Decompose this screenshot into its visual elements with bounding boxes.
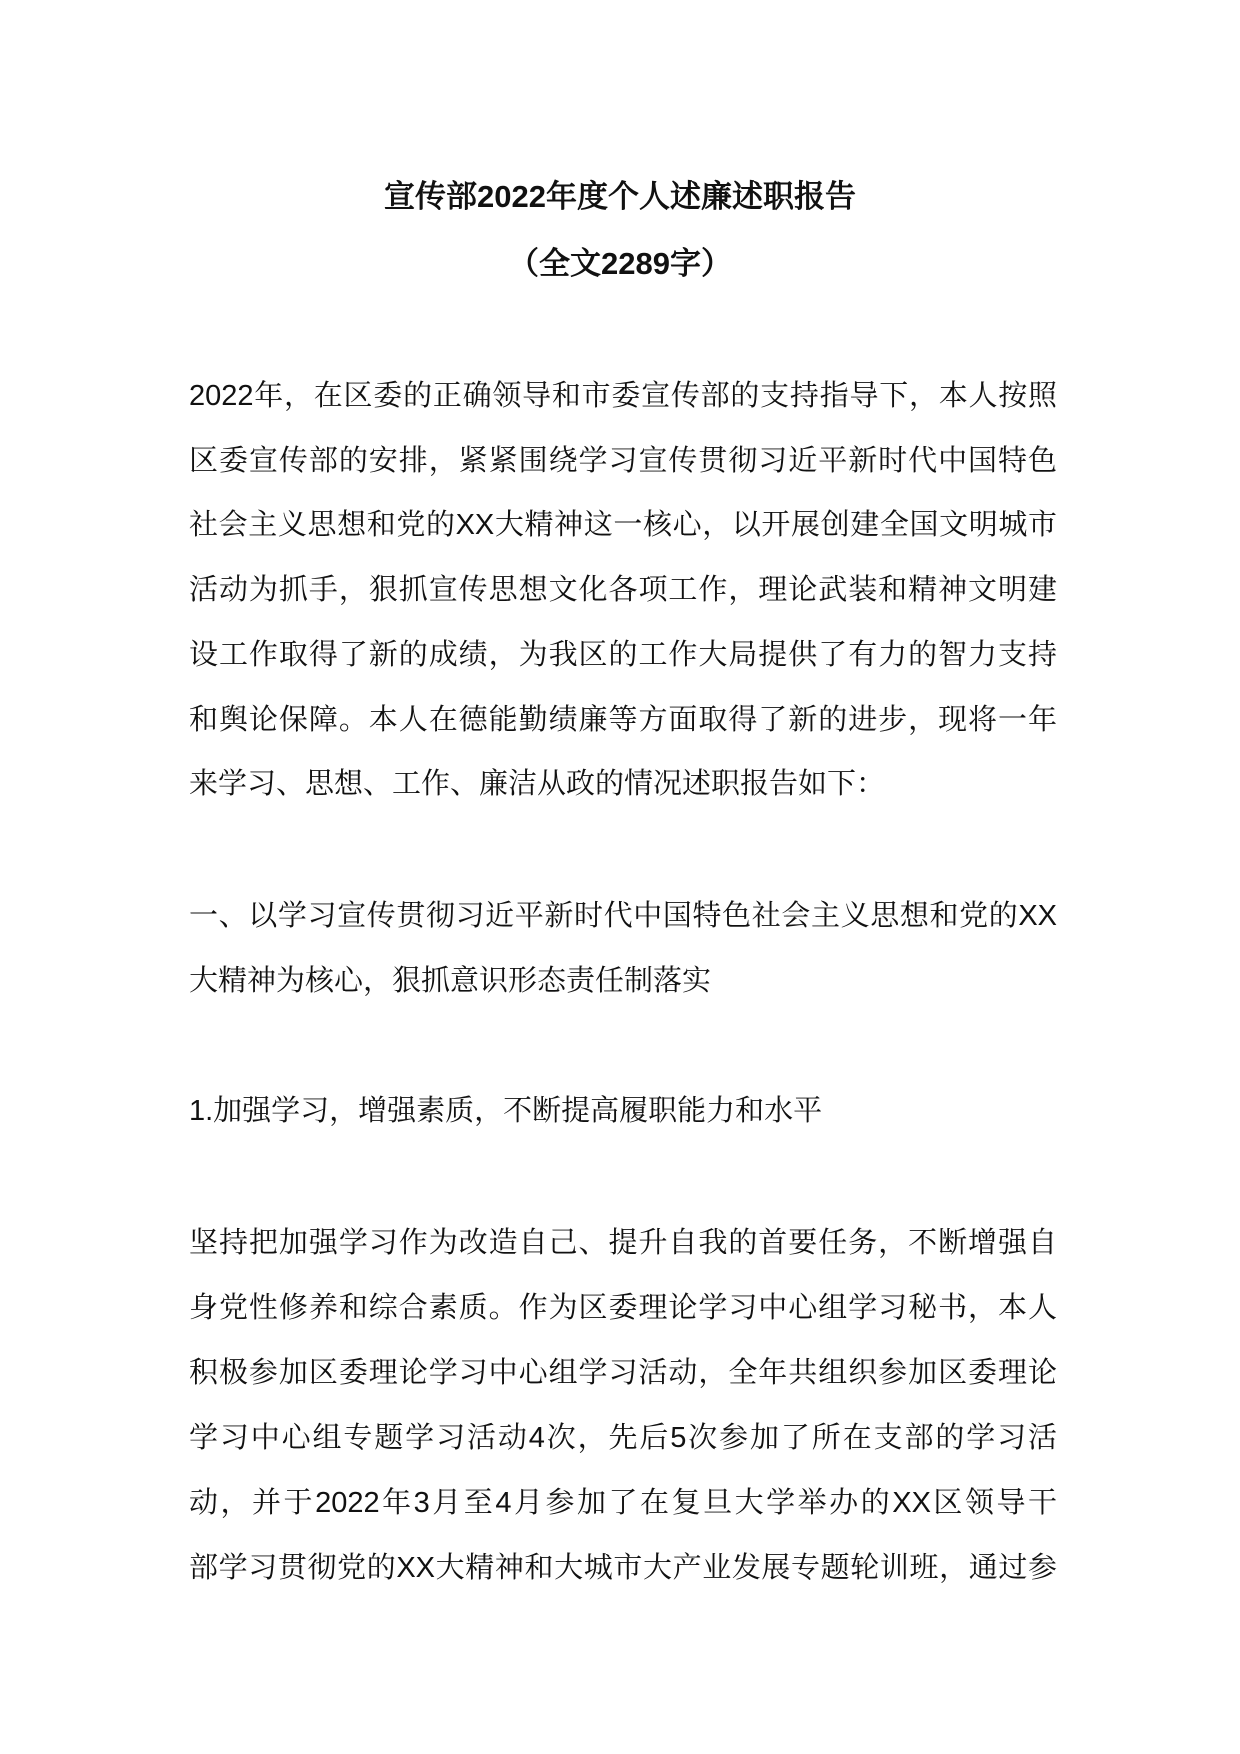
intro-line: 区委宣传部的安排，紧紧围绕学习宣传贯彻习近平新时代中国特色 [189,445,1057,477]
paragraph-line: 积极参加区委理论学习中心组学习活动，全年共组织参加区委理论 [189,1357,1057,1389]
intro-line: 活动为抓手，狠抓宣传思想文化各项工作，理论武装和精神文明建 [189,574,1057,606]
paragraph-line: 身党性修养和综合素质。作为区委理论学习中心组学习秘书，本人 [189,1292,1057,1324]
paragraph-line: 坚持把加强学习作为改造自己、提升自我的首要任务，不断增强自 [189,1227,1057,1259]
document-title: 宣传部2022年度个人述廉述职报告 [384,179,856,214]
paragraph-line: 学习中心组专题学习活动4次，先后5次参加了所在支部的学习活 [189,1422,1057,1454]
intro-line: 和舆论保障。本人在德能勤绩廉等方面取得了新的进步，现将一年 [189,704,1057,736]
paragraph-line: 动，并于2022年3月至4月参加了在复旦大学举办的XX区领导干 [189,1487,1057,1519]
intro-line: 来学习、思想、工作、廉洁从政的情况述职报告如下： [189,768,886,800]
intro-line: 设工作取得了新的成绩，为我区的工作大局提供了有力的智力支持 [189,639,1057,671]
intro-line: 社会主义思想和党的XX大精神这一核心，以开展创建全国文明城市 [189,509,1057,541]
intro-line: 2022年，在区委的正确领导和市委宣传部的支持指导下，本人按照 [189,380,1057,412]
section-heading-line: 大精神为核心，狠抓意识形态责任制落实 [189,965,712,997]
subsection-heading: 1.加强学习，增强素质，不断提高履职能力和水平 [189,1095,823,1127]
section-heading-line: 一、以学习宣传贯彻习近平新时代中国特色社会主义思想和党的XX [189,900,1057,932]
paragraph-line: 部学习贯彻党的XX大精神和大城市大产业发展专题轮训班，通过参 [189,1552,1057,1584]
document-subtitle: （全文2289字） [508,246,732,281]
